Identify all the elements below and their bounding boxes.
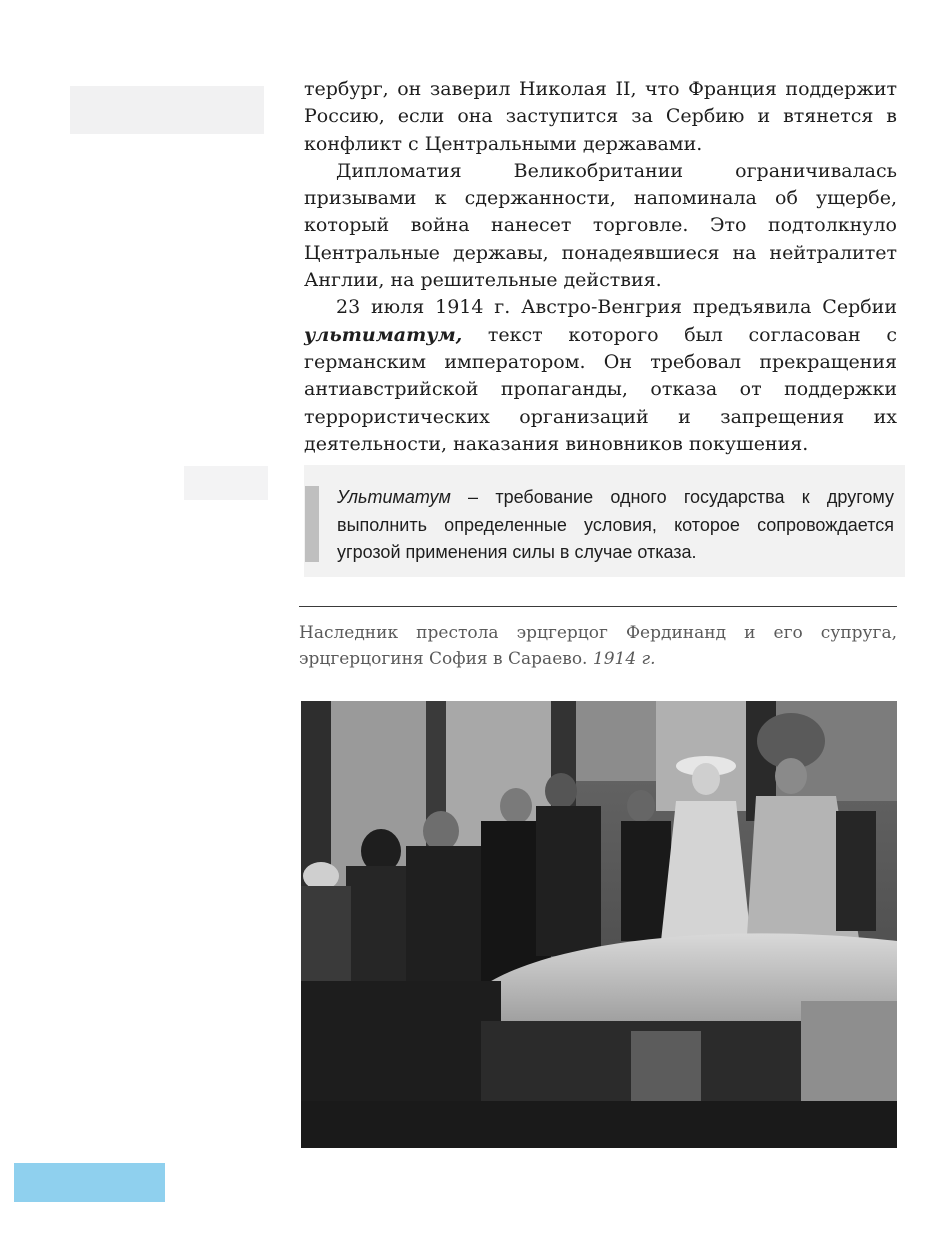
paragraph-3: [304, 294, 897, 458]
historical-photo: [301, 701, 897, 1148]
definition-text: [337, 484, 894, 567]
definition-term: Ультиматум: [337, 487, 451, 507]
photo-image: [301, 701, 897, 1148]
main-text: [304, 76, 897, 458]
margin-block-top: [70, 86, 264, 134]
page-number-tab: [14, 1163, 165, 1202]
caption-date: 1914 г.: [592, 649, 656, 669]
divider-line: [299, 606, 897, 607]
definition-bar: [305, 486, 319, 562]
caption-text: Наследник престола эрцгерцог Фердинанд и его супруга, эрцгерцогиня София в Сараево.: [299, 623, 897, 669]
definition-body: – требование одного государства к другому выполнить определенные условия, которое сопровождается угрозой применения силы в случае отказа.: [337, 487, 894, 562]
ultimatum-term: ультиматум,: [304, 323, 463, 346]
paragraph-1: тербург, он заверил Николая II, что Франция поддержит Россию, если она заступится за Сербию и втянется в конфликт с Центральными державами.: [304, 78, 897, 155]
photo-caption: [299, 620, 897, 672]
paragraph-3-start: 23 июля 1914 г. Австро-Венгрия предъявила Сербии: [336, 296, 897, 319]
paragraph-2: Дипломатия Великобритании ограничивалась призывами к сдержанности, напоминала об ущербе, который война нанесет торговле. Это подтолкнуло Центральные державы, понадеявшиеся на нейтралитет Англии, на решительные действия.: [304, 159, 897, 292]
paragraph-3-end: текст которого был согласован с германским императором. Он требовал прекращения антиавстрийской пропаганды, отказа от поддержки террористических организаций и запрещения их деятельности, наказания виновников покушения.: [304, 323, 897, 455]
margin-block-middle: [184, 466, 268, 500]
